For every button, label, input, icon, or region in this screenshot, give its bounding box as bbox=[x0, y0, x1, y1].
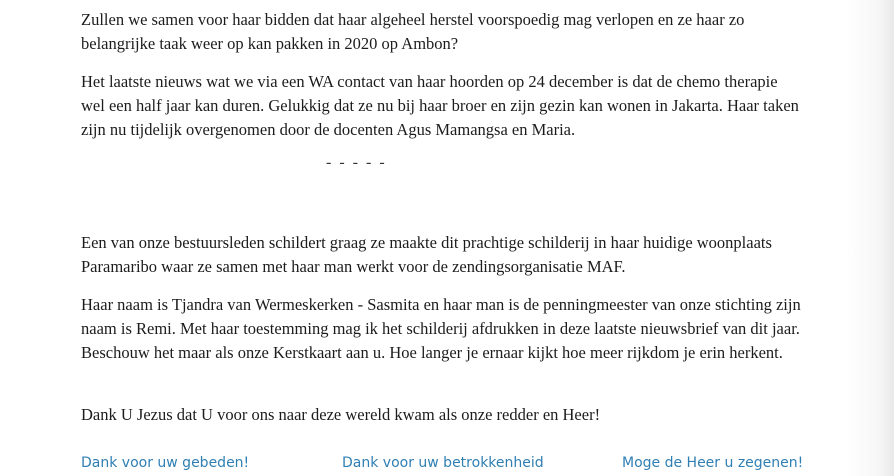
paragraph-thanks-jesus: Dank U Jezus dat U voor ons naar deze wereld kwam als onze redder en Heer! bbox=[81, 405, 601, 424]
footer-link-prayers[interactable]: Dank voor uw gebeden! bbox=[81, 455, 250, 471]
paragraph-painting-intro: Een van onze bestuursleden schildert graag ze maakte dit prachtige schilderij in haar huidige woonplaats Paramaribo waar ze samen met haar man werkt voor de zendingsorganisatie MAF. bbox=[81, 233, 772, 276]
page-edge-shadow bbox=[846, 0, 894, 476]
paragraph-painter-name: Haar naam is Tjandra van Wermeskerken - Sasmita en haar man is de penningmeester van onze stichting zijn naam is Remi. Met haar toestemming mag ik het schilderij afdrukken in deze laatste nieuwsbrief van dit jaar. Beschouw het maar als onze Kerstkaart aan u. Hoe langer je ernaar kijkt hoe meer rijkdom je erin herkent. bbox=[81, 295, 801, 362]
paragraph-prayer-request: Zullen we samen voor haar bidden dat haar algeheel herstel voorspoedig mag verlopen en ze haar zo belangrijke taak weer op kan pakken in 2020 op Ambon? bbox=[81, 10, 745, 53]
section-separator: - - - - - bbox=[326, 154, 387, 171]
footer-link-involvement[interactable]: Dank voor uw betrokkenheid bbox=[342, 455, 544, 471]
footer-link-blessing[interactable]: Moge de Heer u zegenen! bbox=[622, 455, 804, 471]
paragraph-latest-news: Het laatste nieuws wat we via een WA contact van haar hoorden op 24 december is dat de chemo therapie wel een half jaar kan duren. Gelukkig dat ze nu bij haar broer en zijn gezin kan wonen in Jakarta. Haar taken zijn nu tijdelijk overgenomen door de docenten Agus Mamangsa en Maria. bbox=[81, 72, 799, 139]
